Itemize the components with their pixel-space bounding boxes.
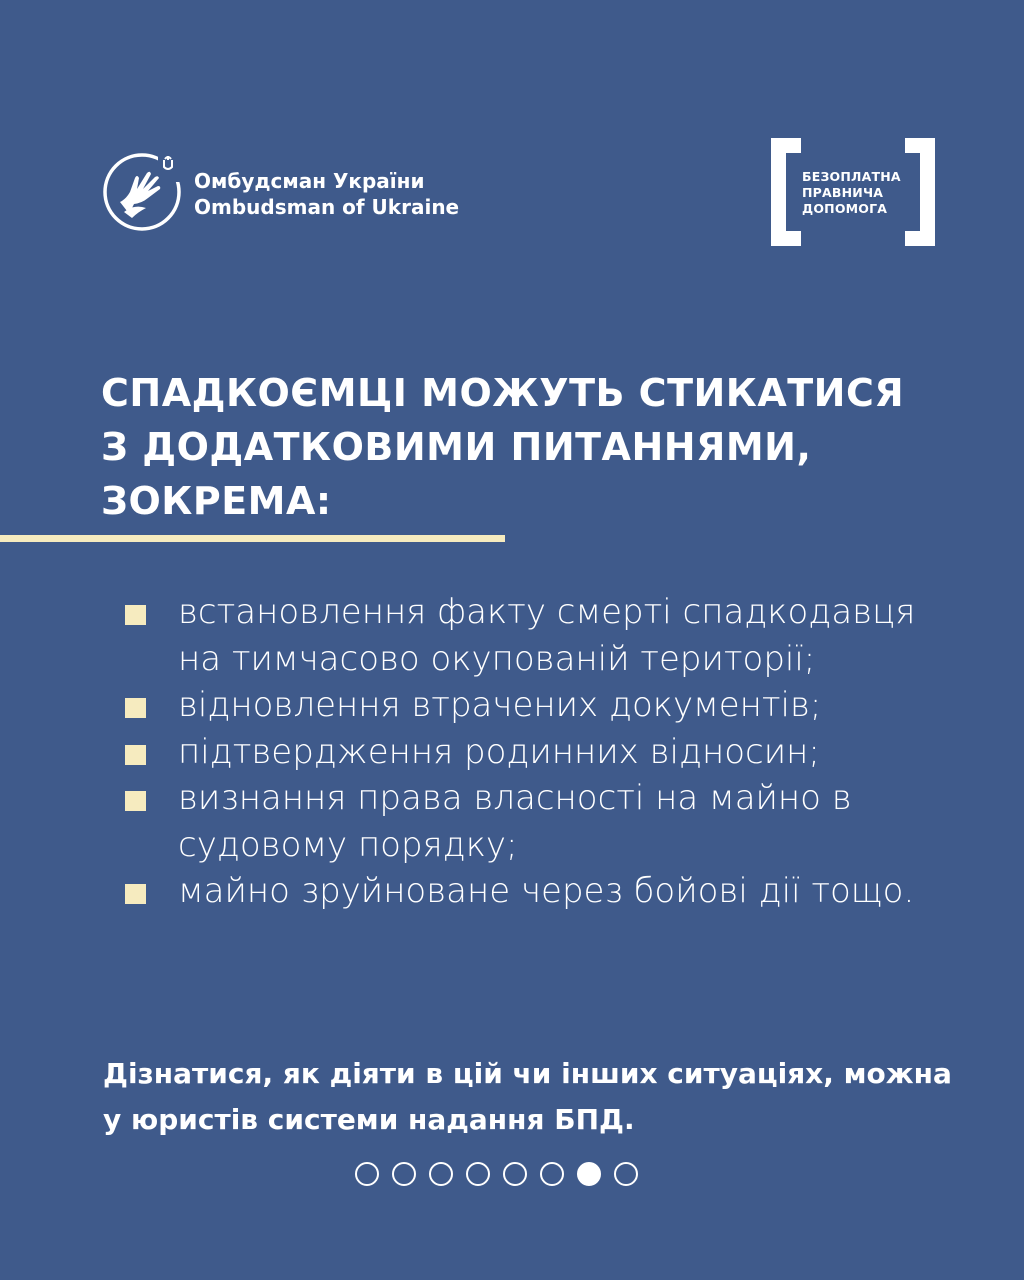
footer-call-to-action: Дізнатися, як діяти в цій чи інших ситуаціях, можна у юристів системи надання БПД. [103, 1057, 952, 1136]
free-legal-aid-logo [771, 138, 935, 246]
list-item [125, 775, 945, 868]
list-item-text: підтвердження родинних відносин; [178, 731, 820, 772]
pagination-dot[interactable] [614, 1162, 638, 1186]
carousel-pagination [355, 1162, 638, 1186]
page-heading: СПАДКОЄМЦІ МОЖУТЬ СТИКАТИСЯ З ДОДАТКОВИМИ ПИТАННЯМИ, ЗОКРЕМА: [101, 371, 905, 523]
list-item-text: встановлення факту смерті спадкодавця на тимчасово окупованій території; [178, 592, 916, 679]
pagination-dot[interactable] [503, 1162, 527, 1186]
ombudsman-name-ua: Омбудсман України [194, 169, 425, 193]
issues-list [125, 589, 945, 915]
ombudsman-name-en: Ombudsman of Ukraine [194, 195, 460, 219]
list-item-text: майно зруйноване через бойові дії тощо. [178, 871, 915, 911]
square-bullet-icon [125, 884, 146, 904]
ombudsman-logo [102, 152, 459, 232]
list-item-text: визнання права власності на майно в судовому порядку; [178, 778, 852, 865]
list-item-text: відновлення втрачених документів; [178, 685, 822, 725]
list-item [125, 682, 945, 729]
square-bullet-icon [125, 745, 146, 765]
square-bullet-icon [125, 791, 146, 811]
bpd-logo-line2: ПРАВНИЧА [802, 185, 884, 200]
bpd-logo-line1: БЕЗОПЛАТНА [802, 169, 901, 184]
list-item [125, 868, 945, 915]
pagination-dot[interactable] [540, 1162, 564, 1186]
pagination-dot[interactable] [392, 1162, 416, 1186]
hand-dove-emblem-icon [102, 152, 182, 232]
bpd-logo-line3: ДОПОМОГА [802, 201, 888, 216]
square-bullet-icon [125, 698, 146, 718]
pagination-dot-active[interactable] [577, 1162, 601, 1186]
heading-underline [0, 535, 505, 542]
list-item [125, 729, 945, 776]
pagination-dot[interactable] [466, 1162, 490, 1186]
pagination-dot[interactable] [355, 1162, 379, 1186]
square-bullet-icon [125, 605, 146, 625]
pagination-dot[interactable] [429, 1162, 453, 1186]
list-item [125, 589, 945, 682]
